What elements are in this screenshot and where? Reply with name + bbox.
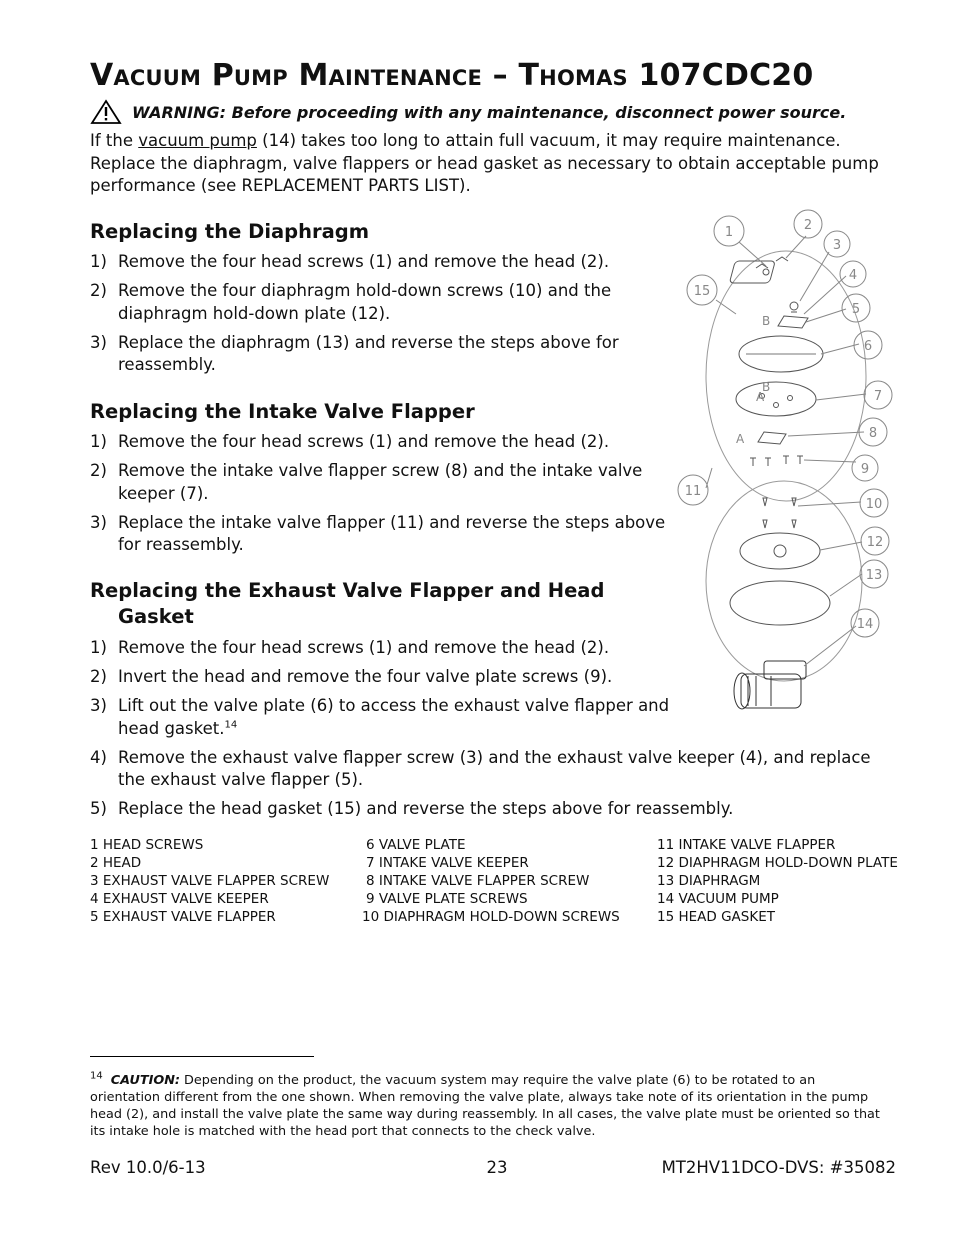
- intro-pre: If the: [90, 131, 139, 150]
- heading-replacing-diaphragm: Replacing the Diaphragm: [90, 220, 370, 243]
- list-item: 3) Lift out the valve plate (6) to access the exhaust valve flapper and head gasket.$^{14}$: [90, 696, 670, 738]
- intake-valve-keeper-part: [758, 432, 786, 444]
- footnote-reference[interactable]: 14: [224, 719, 238, 730]
- footnote-marker: 14: [90, 1070, 103, 1082]
- list-item: 2) Invert the head and remove the four valve plate screws (9).: [90, 667, 613, 686]
- diagram-label-a: A: [756, 390, 765, 404]
- list-item: 15 HEAD GASKET: [657, 909, 775, 925]
- list-item: 1) Remove the four head screws (1) and remove the head (2).: [90, 432, 610, 451]
- heading-replacing-exhaust-valve-flapper: Replacing the Exhaust Valve Flapper and Head Gasket: [90, 579, 605, 628]
- footer-page-number: 23: [486, 1158, 508, 1177]
- callout-9: 9: [860, 462, 870, 477]
- list-item: 11 INTAKE VALVE FLAPPER: [657, 837, 836, 853]
- footer-revision: Rev 10.0/6-13: [90, 1158, 206, 1177]
- list-item: 1 HEAD SCREWS: [90, 837, 204, 853]
- footnote-text: Depending on the product, the vacuum system may require the valve plate (6) to be rotated to an orientation different from the one shown. When removing the valve plate, always take note of its orientation in the pump head (2), and install the valve plate the same way during reassembly. In all cases, the valve plate must be oriented so that its intake hole is matched with the head port that connects to the check valve.: [90, 1073, 880, 1139]
- callout-12: 12: [866, 535, 884, 550]
- list-item: 10 DIAPHRAGM HOLD-DOWN SCREWS: [362, 909, 620, 925]
- footnote: [90, 1072, 885, 1140]
- callout-15: 15: [693, 284, 711, 299]
- list-item: 5 EXHAUST VALVE FLAPPER: [90, 909, 276, 925]
- footnote-rule: [90, 1056, 314, 1057]
- list-item: 4 EXHAUST VALVE KEEPER: [90, 891, 269, 907]
- diagram-label-b: B: [762, 314, 771, 328]
- list-item: 1) Remove the four head screws (1) and remove the head (2).: [90, 252, 610, 271]
- list-item: 14 VACUUM PUMP: [657, 891, 779, 907]
- heading-replacing-intake-valve-flapper: Replacing the Intake Valve Flapper: [90, 400, 475, 423]
- callout-13: 13: [865, 568, 883, 583]
- callout-10: 10: [865, 497, 883, 512]
- diaphragm-part: [730, 581, 830, 625]
- diagram-label-a: A: [736, 432, 745, 446]
- diaphragm-steps: [90, 251, 620, 383]
- callout-8: 8: [868, 426, 878, 441]
- warning-text: WARNING: Before proceeding with any maintenance, disconnect power source.: [132, 102, 847, 122]
- callout-1: 1: [724, 225, 734, 240]
- intake-valve-steps: [90, 431, 670, 563]
- list-item: 6 VALVE PLATE: [366, 837, 466, 853]
- callout-4: 4: [848, 268, 858, 283]
- warning-banner: [90, 98, 846, 126]
- intro-post: (14) takes too long to attain full vacuum, it may require maintenance. Replace the diaphragm, valve flappers or head gasket as necessary to obtain acceptable pump performance (see REPLACEMENT PARTS LIST).: [90, 131, 879, 195]
- pump-exploded-diagram: [676, 206, 906, 726]
- list-item: 9 VALVE PLATE SCREWS: [366, 891, 528, 907]
- list-item: 2 HEAD: [90, 855, 142, 871]
- list-item: 3) Replace the intake valve flapper (11) and reverse the steps above for reassembly.: [90, 512, 666, 554]
- parts-list-col-2: [362, 836, 620, 926]
- parts-list-col-3: [657, 836, 898, 926]
- diagram-label-b: B: [762, 380, 771, 394]
- callout-6: 6: [863, 339, 873, 354]
- valve-plate-screws-part: [750, 456, 803, 466]
- list-item: 3 EXHAUST VALVE FLAPPER SCREW: [90, 873, 330, 889]
- valve-plate-part: [736, 382, 816, 416]
- footer-document-id: MT2HV11DCO-DVS: #35082: [661, 1158, 896, 1177]
- head-screws-part: [729, 257, 788, 283]
- callout-3: 3: [832, 238, 842, 253]
- callout-11: 11: [684, 484, 702, 499]
- list-item: 2) Remove the intake valve flapper screw (8) and the intake valve keeper (7).: [90, 461, 643, 503]
- diaphragm-screws-part: [763, 498, 796, 528]
- list-item: 5) Replace the head gasket (15) and reverse the steps above for reassembly.: [90, 799, 734, 818]
- vacuum-pump-link[interactable]: vacuum pump: [138, 131, 257, 150]
- warning-triangle-icon: [90, 99, 122, 125]
- list-item: 7 INTAKE VALVE KEEPER: [366, 855, 529, 871]
- parts-list-col-1: [90, 836, 329, 926]
- exhaust-valve-parts: [778, 302, 808, 328]
- callout-14: 14: [856, 617, 874, 632]
- caution-label: CAUTION:: [110, 1073, 181, 1088]
- callout-5: 5: [851, 302, 861, 317]
- hold-down-plate-part: [740, 533, 820, 569]
- page-title: Vacuum Pump Maintenance – Thomas 107CDC20: [90, 58, 814, 93]
- list-item: 13 DIAPHRAGM: [657, 873, 761, 889]
- list-item: 3) Replace the diaphragm (13) and reverse the steps above for reassembly.: [90, 332, 619, 374]
- intro-paragraph: [90, 130, 890, 198]
- list-item: 1) Remove the four head screws (1) and remove the head (2).: [90, 638, 610, 657]
- callout-7: 7: [873, 389, 883, 404]
- list-item: 8 INTAKE VALVE FLAPPER SCREW: [366, 873, 590, 889]
- vacuum-pump-motor: [734, 661, 806, 709]
- list-item: 12 DIAPHRAGM HOLD-DOWN PLATE: [657, 855, 898, 871]
- list-item: 2) Remove the four diaphragm hold-down screws (10) and the diaphragm hold-down plate (12).: [90, 281, 612, 323]
- callout-2: 2: [803, 218, 813, 233]
- list-item: 4) Remove the exhaust valve flapper screw (3) and the exhaust valve keeper (4), and replace the exhaust valve flapper (5).: [90, 747, 871, 789]
